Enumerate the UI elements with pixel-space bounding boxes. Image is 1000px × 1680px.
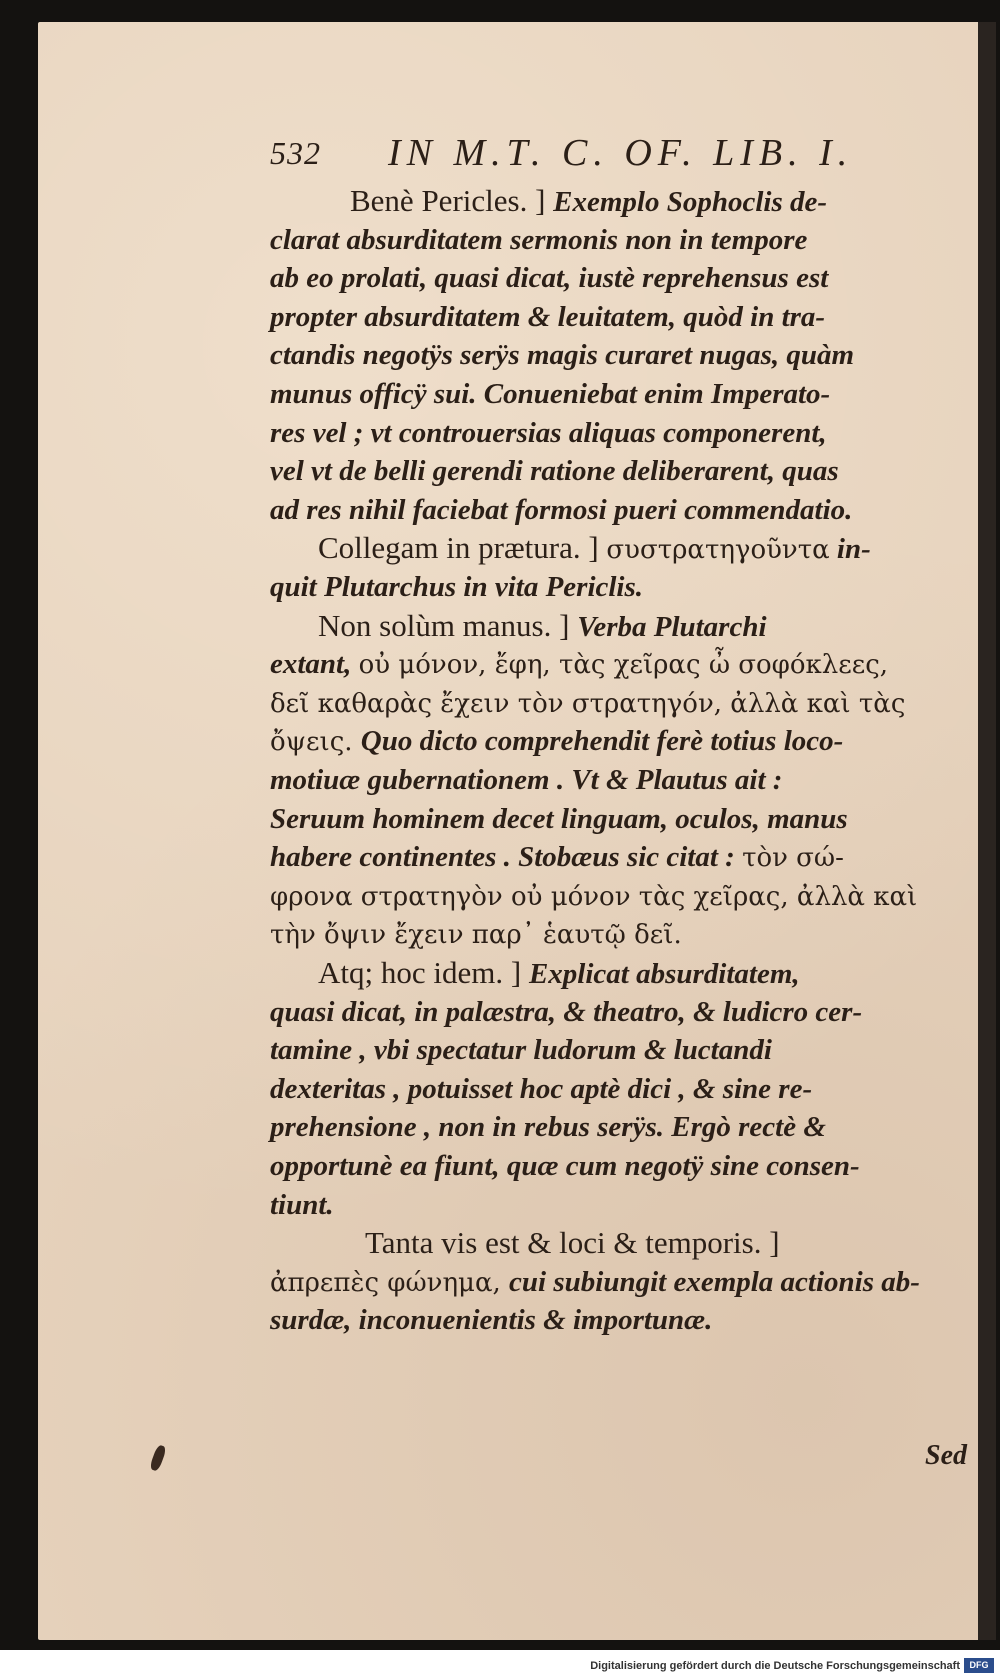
greek-text: φρονα στρατηγὸν οὐ μόνον τὰς χεῖρας, ἀλλὰ καὶ (270, 881, 918, 912)
text-line (270, 1032, 772, 1068)
commentary-text: munus officÿ sui. Conueniebat enim Imperato- (270, 378, 831, 410)
running-head: IN M.T. C. OF. LIB. I. (388, 132, 854, 174)
commentary-text: dexteritas , potuisset hoc aptè dici , & sine re- (270, 1072, 813, 1105)
commentary-text: Explicat absurditatem, (528, 958, 800, 990)
page-number: 532 (270, 135, 321, 171)
text-line (270, 1187, 334, 1223)
text-line (270, 994, 862, 1030)
text-line (270, 260, 828, 296)
text-line (270, 376, 830, 412)
commentary-text: quit Plutarchus in vita Periclis. (270, 571, 644, 603)
commentary-text: in- (829, 533, 871, 566)
text-line (270, 337, 854, 373)
running-header (270, 132, 950, 185)
commentary-text: Exemplo Sophoclis de- (553, 186, 828, 218)
lemma-text: Tanta vis est & loci & temporis. ] (365, 1225, 780, 1261)
text-line (270, 839, 844, 876)
page-edge (978, 22, 996, 1640)
lemma-text: Non solùm manus. ] (318, 607, 578, 643)
commentary-text: Verba Plutarchi (577, 610, 767, 643)
commentary-text: tiunt. (270, 1188, 334, 1221)
commentary-text: motiuæ gubernationem . Vt & Plautus ait : (270, 764, 783, 796)
text-line (270, 1109, 826, 1145)
text-line (270, 492, 852, 528)
greek-text: ἀπρεπὲς φώνημα, (270, 1267, 510, 1298)
lemma-text: Atq; hoc idem. ] (318, 955, 529, 990)
greek-text: τὴν ὄψιν ἔχειν παρ᾽ ἑαυτῷ δεῖ. (270, 920, 682, 951)
commentary-text: cui subiungit exempla actionis ab- (509, 1265, 920, 1298)
text-line (270, 801, 848, 837)
text-line (318, 530, 871, 568)
funding-credit: Digitalisierung gefördert durch die Deutsche Forschungsgemeinschaft (590, 1660, 960, 1672)
text-line (270, 1302, 712, 1338)
text-line (270, 453, 839, 489)
commentary-text: clarat absurditatem sermonis non in tempore (270, 223, 808, 256)
text-line (270, 222, 807, 258)
commentary-text: res vel ; vt controuersias aliquas componerent, (270, 416, 827, 449)
text-line (270, 878, 917, 915)
greek-text: τὸν σώ- (742, 843, 844, 874)
commentary-text: surdæ, inconuenientis & importunæ. (270, 1304, 713, 1337)
commentary-text: Quo dicto comprehendit ferè totius loco- (360, 725, 844, 758)
text-line (270, 646, 888, 683)
text-line (270, 415, 827, 451)
commentary-text: ab eo prolati, quasi dicat, iustè reprehensus est (270, 262, 829, 295)
text-line (270, 916, 682, 953)
commentary-text: ctandis negotÿs serÿs magis curaret nugas, quàm (270, 339, 855, 372)
greek-text: δεῖ καθαρὰς ἔχειν τὸν στρατηγόν, ἀλλὰ καὶ τὰς (270, 688, 906, 719)
commentary-text: prehensione , non in rebus serÿs. Ergò rectè & (270, 1111, 826, 1144)
text-line (270, 569, 643, 605)
text-line (270, 762, 782, 798)
lemma-text: Benè Pericles. ] (350, 183, 554, 218)
text-line (318, 608, 767, 645)
text-line (318, 955, 800, 992)
greek-text: συστρατηγοῦντα (606, 535, 830, 566)
greek-text: οὐ μόνον, ἔφη, τὰς χεῖρας ὦ σοφόκλεες, (358, 650, 889, 681)
commentary-text: propter absurditatem & leuitatem, quòd in tra- (270, 300, 826, 333)
text-line (270, 1071, 812, 1107)
text-line (270, 1264, 920, 1301)
commentary-text: extant, (270, 648, 359, 681)
text-line (270, 685, 905, 722)
commentary-text: ad res nihil faciebat formosi pueri commendatio. (270, 493, 853, 526)
commentary-text: habere continentes . Stobæus sic citat : (270, 841, 743, 874)
lemma-text: Collegam in prætura. ] (318, 530, 607, 566)
commentary-text: quasi dicat, in palæstra, & theatro, & ludicro cer- (270, 995, 863, 1028)
text-line (365, 1225, 780, 1262)
text-line (270, 1148, 860, 1184)
commentary-text: tamine , vbi spectatur ludorum & luctandi (270, 1034, 772, 1067)
text-line (350, 183, 827, 220)
dfg-logo: DFG (964, 1658, 994, 1673)
digitization-footer (0, 1655, 1000, 1680)
greek-text: ὄψεις. (270, 727, 361, 758)
commentary-text: vel vt de belli gerendi ratione deliberarent, quas (270, 455, 839, 488)
catchword: Sed (925, 1440, 967, 1471)
text-line (270, 723, 843, 760)
commentary-text: opportunè ea fiunt, quæ cum negotÿ sine consen- (270, 1150, 860, 1182)
commentary-text: Seruum hominem decet linguam, oculos, manus (270, 802, 848, 835)
text-line (270, 299, 825, 335)
